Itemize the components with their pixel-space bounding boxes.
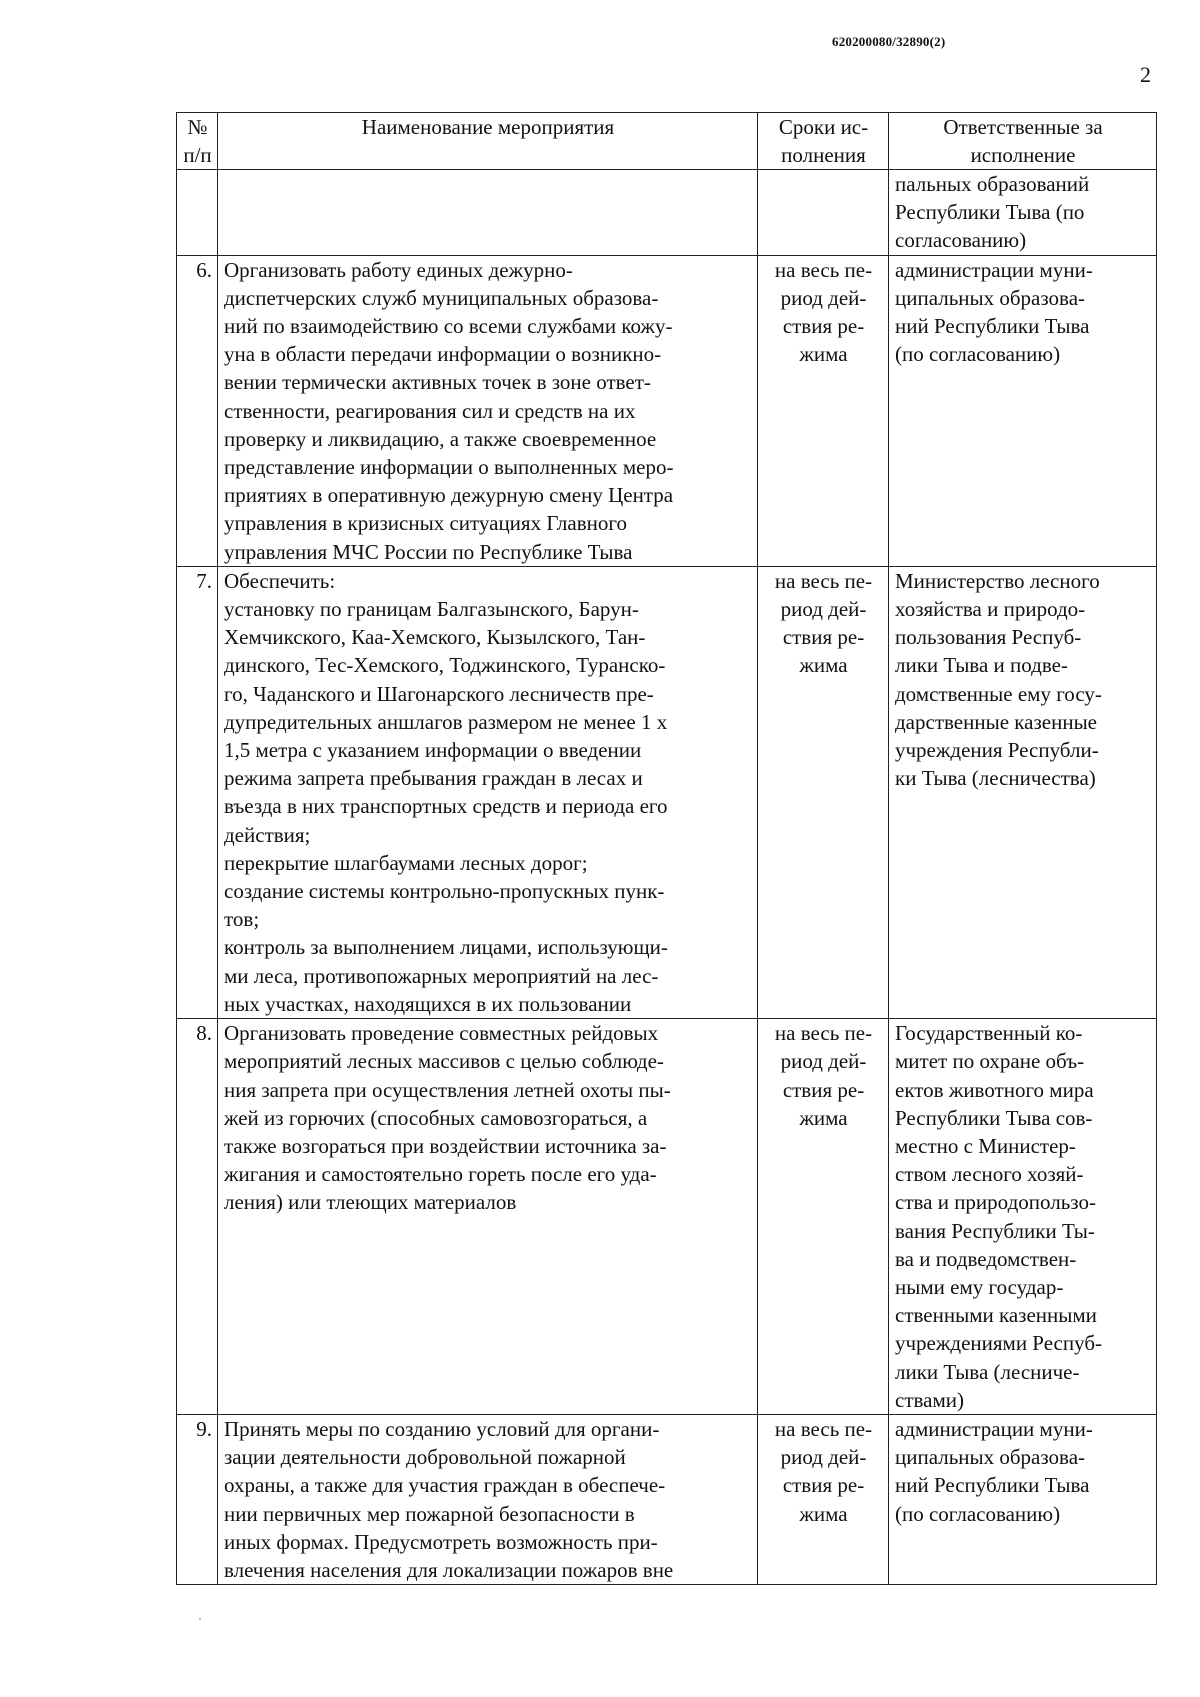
cell-line: ний Республики Тыва — [895, 1473, 1090, 1498]
cell-line: хозяйства и природо- — [895, 597, 1086, 622]
cell-line: ципальных образова- — [895, 285, 1086, 310]
cell-line: ных участках, находящихся в их пользовании — [224, 991, 632, 1016]
cell-line: Принять меры по созданию условий для органи- — [224, 1416, 660, 1441]
cell-line: ектов животного мира — [895, 1077, 1094, 1102]
cell-line: зации деятельности добровольной пожарной — [224, 1445, 626, 1470]
header-measure-name — [218, 113, 758, 170]
row-number — [177, 170, 218, 256]
cell-line: пользования Респуб- — [895, 625, 1082, 650]
cell-line: Республики Тыва (по — [895, 200, 1085, 225]
cell-line: мероприятий лесных массивов с целью соблюде- — [224, 1049, 664, 1074]
cell-line: Государственный ко- — [895, 1021, 1083, 1046]
cell-line: согласованию) — [895, 228, 1027, 253]
measure-cell — [218, 566, 758, 1018]
responsible-cell — [889, 1414, 1157, 1584]
table-row — [177, 1019, 1157, 1415]
cell-line: создание системы контрольно-пропускных пунк- — [224, 879, 665, 904]
cell-line: риод дей- — [780, 597, 867, 622]
header-deadline — [758, 113, 889, 170]
table-row — [177, 566, 1157, 1018]
header-line: полнения — [781, 143, 866, 167]
deadline-cell — [758, 1019, 889, 1415]
cell-line: диспетчерских служб муниципальных образова- — [224, 285, 659, 310]
cell-line: домственные ему госу- — [895, 681, 1102, 706]
cell-line: (по согласованию) — [895, 342, 1061, 367]
cell-line: 1,5 метра с указанием информации о введении — [224, 738, 642, 763]
cell-line: ния запрета при осуществления летней охоты пы- — [224, 1077, 671, 1102]
cell-line: учреждениями Респуб- — [895, 1331, 1103, 1356]
cell-line: охраны, а также для участия граждан в обеспече- — [224, 1473, 666, 1498]
measure-cell — [218, 1414, 758, 1584]
cell-line: жима — [799, 342, 848, 367]
cell-line: ний Республики Тыва — [895, 314, 1090, 339]
header-line: Ответственные за — [943, 115, 1103, 139]
cell-line: динского, Тес-Хемского, Тоджинского, Туранско- — [224, 653, 666, 678]
cell-line: Министерство лесного — [895, 568, 1100, 593]
cell-line: дупредительных аншлагов размером не менее 1 х — [224, 709, 668, 734]
cell-line: ки Тыва (лесничества) — [895, 766, 1096, 791]
deadline-cell — [758, 170, 889, 256]
measure-cell — [218, 170, 758, 256]
cell-line: риод дей- — [780, 285, 867, 310]
cell-line: ства и природопользо- — [895, 1190, 1096, 1215]
cell-line: въезда в них транспортных средств и периода его — [224, 794, 668, 819]
cell-line: риод дей- — [780, 1049, 867, 1074]
measures-table — [176, 112, 1157, 1585]
cell-line: уна в области передачи информации о возникно- — [224, 342, 662, 367]
deadline-cell — [758, 566, 889, 1018]
deadline-cell — [758, 1414, 889, 1584]
row-number: 9. — [177, 1414, 218, 1584]
row-number: 7. — [177, 566, 218, 1018]
cell-line: Хемчикского, Каа-Хемского, Кызылского, Тан- — [224, 625, 646, 650]
responsible-cell — [889, 566, 1157, 1018]
cell-line: ления) или тлеющих материалов — [224, 1190, 517, 1215]
cell-line: жигания и самостоятельно гореть после его уда- — [224, 1162, 657, 1187]
cell-line: Республики Тыва сов- — [895, 1105, 1093, 1130]
cell-line: влечения населения для локализации пожаров вне — [224, 1557, 674, 1582]
cell-line: на весь пе- — [774, 568, 873, 593]
header-line: Наименование мероприятия — [361, 115, 615, 139]
document-id: 620200080/32890(2) — [832, 34, 946, 49]
cell-line: Организовать работу единых дежурно- — [224, 257, 573, 282]
table-row — [177, 170, 1157, 256]
cell-line: установку по границам Балгазынского, Барун- — [224, 597, 639, 622]
table-header — [177, 113, 1157, 170]
cell-line: митет по охране объ- — [895, 1049, 1085, 1074]
responsible-cell — [889, 170, 1157, 256]
table-row — [177, 1414, 1157, 1584]
cell-line: ми леса, противопожарных мероприятий на лес- — [224, 963, 659, 988]
cell-line: Организовать проведение совместных рейдовых — [224, 1021, 659, 1046]
cell-line: вания Республики Ты- — [895, 1218, 1095, 1243]
header-line: исполнение — [970, 143, 1076, 167]
cell-line: управления МЧС России по Республике Тыва — [224, 539, 633, 564]
cell-line: (по согласованию) — [895, 1501, 1061, 1526]
cell-line: ципальных образова- — [895, 1445, 1086, 1470]
table-row — [177, 255, 1157, 566]
cell-line: контроль за выполнением лицами, использующи- — [224, 935, 668, 960]
scan-speck — [199, 1618, 201, 1620]
cell-line: риод дей- — [780, 1445, 867, 1470]
cell-line: ствия ре- — [782, 1473, 865, 1498]
measure-cell — [218, 1019, 758, 1415]
cell-line: ва и подведомствен- — [895, 1246, 1077, 1271]
header-responsible — [889, 113, 1157, 170]
header-line: № — [187, 115, 208, 139]
cell-line: ственными казенными — [895, 1303, 1097, 1328]
row-number: 8. — [177, 1019, 218, 1415]
header-row — [177, 113, 1157, 170]
cell-line: Обеспечить: — [224, 568, 336, 593]
cell-line: го, Чаданского и Шагонарского лесничеств пре- — [224, 681, 654, 706]
cell-line: нии первичных мер пожарной безопасности в — [224, 1501, 635, 1526]
cell-line: ными ему государ- — [895, 1274, 1064, 1299]
cell-line: управления в кризисных ситуациях Главного — [224, 511, 627, 536]
cell-line: представление информации о выполненных меро- — [224, 455, 674, 480]
cell-line: ствами) — [895, 1387, 964, 1412]
cell-line: перекрытие шлагбаумами лесных дорог; — [224, 850, 588, 875]
cell-line: ственности, реагирования сил и средств на их — [224, 398, 636, 423]
cell-line: жима — [799, 1501, 848, 1526]
cell-line: вении термически активных точек в зоне ответ- — [224, 370, 651, 395]
cell-line: также возгораться при воздействии источника за- — [224, 1133, 667, 1158]
cell-line: ствия ре- — [782, 314, 865, 339]
cell-line: жима — [799, 1105, 848, 1130]
header-line: Сроки ис- — [778, 115, 869, 139]
cell-line: ствия ре- — [782, 625, 865, 650]
cell-line: жима — [799, 653, 848, 678]
measure-cell — [218, 255, 758, 566]
table-body — [177, 170, 1157, 1585]
cell-line: лики Тыва и подве- — [895, 653, 1068, 678]
cell-line: ний по взаимодействию со всеми службами кожу- — [224, 314, 673, 339]
cell-line: местно с Министер- — [895, 1133, 1076, 1158]
cell-line: действия; — [224, 822, 311, 847]
cell-line: на весь пе- — [774, 1416, 873, 1441]
cell-line: приятиях в оперативную дежурную смену Центра — [224, 483, 674, 508]
cell-line: учреждения Республи- — [895, 738, 1099, 763]
row-number: 6. — [177, 255, 218, 566]
cell-line: тов; — [224, 907, 260, 932]
cell-line: лики Тыва (лесниче- — [895, 1359, 1080, 1384]
cell-line: на весь пе- — [774, 1021, 873, 1046]
cell-line: иных формах. Предусмотреть возможность при- — [224, 1529, 658, 1554]
cell-line: ствия ре- — [782, 1077, 865, 1102]
cell-line: администрации муни- — [895, 257, 1093, 282]
responsible-cell — [889, 255, 1157, 566]
cell-line: режима запрета пребывания граждан в лесах и — [224, 766, 643, 791]
deadline-cell — [758, 255, 889, 566]
cell-line: дарственные казенные — [895, 709, 1098, 734]
page-number: 2 — [1140, 62, 1151, 87]
header-number — [177, 113, 218, 170]
responsible-cell — [889, 1019, 1157, 1415]
cell-line: администрации муни- — [895, 1416, 1093, 1441]
cell-line: ством лесного хозяй- — [895, 1162, 1084, 1187]
cell-line: жей из горючих (способных самовозгораться, а — [224, 1105, 648, 1130]
cell-line: проверку и ликвидацию, а также своевременное — [224, 426, 657, 451]
cell-line: на весь пе- — [774, 257, 873, 282]
cell-line: пальных образований — [895, 172, 1090, 196]
header-line: п/п — [183, 143, 212, 167]
